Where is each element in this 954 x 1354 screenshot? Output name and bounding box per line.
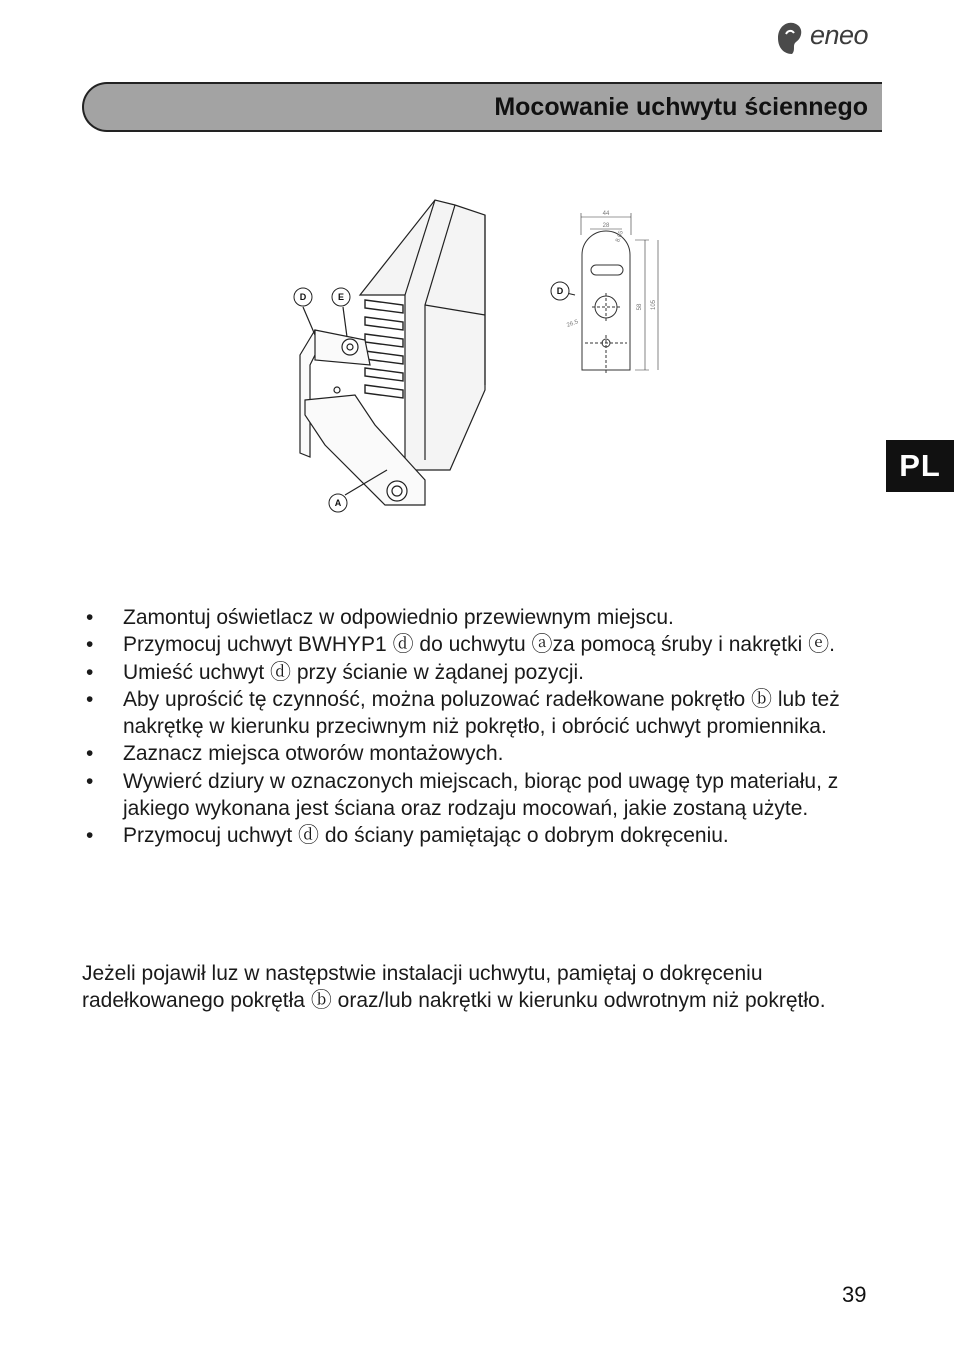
- list-item-text: Aby uprościć tę czynność, można poluzować radełkowane pokrętło ⓑ lub też nakrętkę w kierunku przeciwnym niż pokrętło, i obrócić uchwyt promiennika.: [123, 687, 840, 739]
- callout-e: E: [337, 292, 345, 302]
- dim-diameter: 26.5: [566, 319, 580, 329]
- callout-d-plate: D: [556, 286, 564, 296]
- list-item: • Zaznacz miejsca otworów montażowych.: [86, 742, 504, 766]
- list-item: • Umieść uchwyt ⓓ przy ścianie w żądanej pozycji.: [86, 660, 584, 684]
- language-tab: PL: [886, 440, 954, 492]
- instruction-list: [82, 604, 882, 850]
- callout-d: D: [299, 292, 307, 302]
- dim-height: 105: [651, 299, 657, 311]
- section-title-bar: [82, 82, 882, 132]
- list-item-text: Umieść uchwyt ⓓ przy ścianie w żądanej pozycji.: [123, 660, 584, 684]
- dim-slot: 28: [602, 223, 610, 229]
- dim-width: 44: [602, 211, 610, 217]
- list-item: • Zamontuj oświetlacz w odpowiednio przewiewnym miejscu.: [86, 606, 674, 629]
- dim-radius: 8.65: [615, 230, 625, 244]
- page-title: Mocowanie uchwytu ściennego: [494, 93, 868, 121]
- list-item-text: Zamontuj oświetlacz w odpowiednio przewiewnym miejscu.: [123, 606, 674, 629]
- brand-logo-text: eneo: [810, 20, 869, 50]
- list-item: • Przymocuj uchwyt ⓓ do ściany pamiętając o dobrym dokręceniu.: [86, 824, 729, 848]
- page-number: 39: [842, 1282, 867, 1307]
- list-item: • Aby uprościć tę czynność, można poluzować radełkowane pokrętło ⓑ lub też nakrętkę w kierunku przeciwnym niż pokrętło, i obrócić uchwyt promiennika.: [86, 687, 840, 739]
- callout-a: A: [334, 498, 342, 508]
- list-item-text: Wywierć dziury w oznaczonych miejscach, biorąc pod uwagę typ materiału, z jakiego wykonana jest ściana oraz rodzaju mocowań, jakie zostaną użyte.: [123, 769, 839, 821]
- list-item-text: Zaznacz miejsca otworów montażowych.: [123, 742, 504, 766]
- list-item-text: Przymocuj uchwyt ⓓ do ściany pamiętając o dobrym dokręceniu.: [123, 824, 729, 848]
- list-item: • Wywierć dziury w oznaczonych miejscach, biorąc pod uwagę typ materiału, z jakiego wykonana jest ściana oraz rodzaju mocowań, jakie zostaną użyte.: [86, 769, 839, 821]
- note-paragraph: Jeżeli pojawił luz w następstwie instalacji uchwytu, pamiętaj o dokręceniu radełkowanego pokrętła ⓑ oraz/lub nakrętki w kierunku odwrotnym niż pokrętło.: [82, 962, 826, 1013]
- list-item-text: Przymocuj uchwyt BWHYP1 ⓓ do uchwytu ⓐza pomocą śruby i nakrętki ⓔ.: [123, 633, 835, 657]
- dim-hole: 58: [637, 303, 643, 311]
- wall-mount-diagram: [285, 195, 685, 525]
- list-item: • Przymocuj uchwyt BWHYP1 ⓓ do uchwytu ⓐza pomocą śruby i nakrętki ⓔ.: [86, 633, 835, 657]
